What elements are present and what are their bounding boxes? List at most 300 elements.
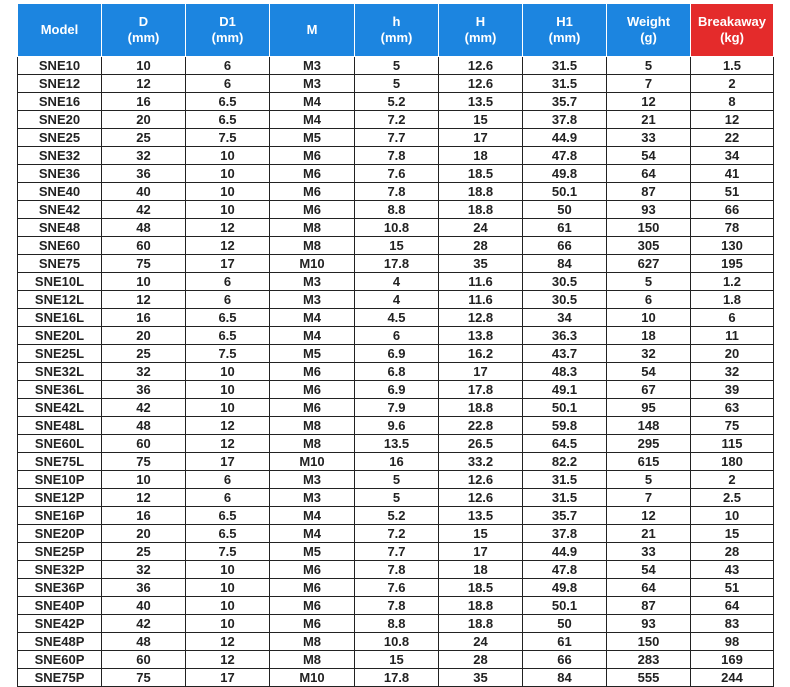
table-cell: M4 [270,111,355,129]
table-cell: M6 [270,183,355,201]
table-cell: 54 [607,363,691,381]
table-cell: 67 [607,381,691,399]
table-cell: 20 [102,525,186,543]
table-cell: 11.6 [439,291,523,309]
table-cell: SNE75P [18,669,102,687]
table-row [18,93,774,111]
table-cell: 48 [102,417,186,435]
table-cell: 84 [523,255,607,273]
table-cell: M3 [270,471,355,489]
table-cell: 10 [186,399,270,417]
table-cell: SNE32L [18,363,102,381]
table-row [18,75,774,93]
table-cell: 37.8 [523,111,607,129]
table-cell: M8 [270,219,355,237]
table-cell: 15 [439,111,523,129]
table-cell: 82.2 [523,453,607,471]
table-cell: 66 [691,201,774,219]
table-cell: 12.8 [439,309,523,327]
table-cell: 75 [102,669,186,687]
table-cell: 10 [186,147,270,165]
table-cell: 20 [102,111,186,129]
table-cell: SNE32P [18,561,102,579]
table-row [18,345,774,363]
table-cell: 20 [102,327,186,345]
table-cell: SNE75L [18,453,102,471]
table-cell: SNE36L [18,381,102,399]
table-row [18,399,774,417]
column-header-m [270,4,355,57]
table-cell: SNE12 [18,75,102,93]
table-cell: 84 [523,669,607,687]
table-cell: 30.5 [523,291,607,309]
table-cell: 6 [186,273,270,291]
table-cell: 32 [691,363,774,381]
table-cell: 295 [607,435,691,453]
table-row [18,57,774,75]
table-cell: 26.5 [439,435,523,453]
table-cell: 16 [102,93,186,111]
table-cell: 5 [607,471,691,489]
table-cell: M3 [270,291,355,309]
table-cell: SNE25 [18,129,102,147]
table-cell: 41 [691,165,774,183]
table-cell: 63 [691,399,774,417]
table-cell: 17 [439,543,523,561]
table-cell: SNE40 [18,183,102,201]
table-cell: 51 [691,183,774,201]
table-cell: 1.5 [691,57,774,75]
table-cell: 10 [186,615,270,633]
table-cell: 15 [355,651,439,669]
table-cell: SNE60L [18,435,102,453]
table-cell: 6.9 [355,345,439,363]
table-cell: 17.8 [355,669,439,687]
spec-table [17,3,774,687]
table-cell: 40 [102,183,186,201]
table-cell: 12 [186,651,270,669]
table-cell: M6 [270,399,355,417]
table-cell: 75 [691,417,774,435]
column-header-h1 [523,4,607,57]
table-cell: 150 [607,219,691,237]
table-cell: 11 [691,327,774,345]
table-cell: M10 [270,669,355,687]
table-cell: 64 [691,597,774,615]
table-cell: SNE42L [18,399,102,417]
table-cell: 59.8 [523,417,607,435]
table-cell: 7.6 [355,579,439,597]
table-row [18,435,774,453]
table-cell: 12 [102,291,186,309]
table-cell: 15 [691,525,774,543]
table-cell: 10 [186,381,270,399]
table-cell: 12 [186,237,270,255]
table-row [18,237,774,255]
table-cell: 34 [691,147,774,165]
table-cell: SNE12L [18,291,102,309]
table-cell: 17 [439,363,523,381]
table-cell: M6 [270,615,355,633]
table-cell: 6 [186,57,270,75]
table-cell: 12 [186,633,270,651]
table-cell: 16.2 [439,345,523,363]
table-row [18,543,774,561]
table-cell: M4 [270,327,355,345]
table-cell: 35.7 [523,507,607,525]
table-row [18,165,774,183]
table-cell: SNE40P [18,597,102,615]
table-cell: 21 [607,111,691,129]
table-cell: 32 [102,147,186,165]
table-cell: 6 [691,309,774,327]
table-cell: 35 [439,255,523,273]
table-cell: 18.8 [439,597,523,615]
table-cell: 13.5 [439,93,523,111]
table-cell: 31.5 [523,471,607,489]
table-cell: 17.8 [439,381,523,399]
table-cell: 7.6 [355,165,439,183]
table-cell: 25 [102,543,186,561]
table-cell: 75 [102,453,186,471]
table-cell: SNE20L [18,327,102,345]
table-row [18,291,774,309]
table-cell: 169 [691,651,774,669]
table-cell: 24 [439,633,523,651]
table-cell: M3 [270,489,355,507]
table-cell: M8 [270,633,355,651]
table-cell: M6 [270,381,355,399]
table-cell: 13.5 [439,507,523,525]
table-cell: 50.1 [523,597,607,615]
table-row [18,579,774,597]
table-row [18,327,774,345]
table-cell: 6 [186,471,270,489]
table-cell: 15 [355,237,439,255]
table-cell: 8 [691,93,774,111]
table-cell: 18.8 [439,399,523,417]
table-cell: M4 [270,507,355,525]
table-cell: 18 [439,147,523,165]
table-cell: 18.8 [439,183,523,201]
table-cell: 33.2 [439,453,523,471]
column-label: D1 [219,14,236,29]
table-cell: 51 [691,579,774,597]
table-row [18,219,774,237]
table-cell: 7.7 [355,129,439,147]
table-cell: 1.8 [691,291,774,309]
table-row [18,381,774,399]
table-cell: 7.8 [355,183,439,201]
table-cell: 7.2 [355,111,439,129]
table-cell: 18.5 [439,579,523,597]
table-cell: 180 [691,453,774,471]
table-row [18,453,774,471]
table-cell: 61 [523,219,607,237]
table-cell: 93 [607,615,691,633]
table-cell: 615 [607,453,691,471]
table-cell: 6 [186,75,270,93]
table-cell: 33 [607,129,691,147]
table-cell: 54 [607,561,691,579]
table-cell: SNE60P [18,651,102,669]
table-row [18,255,774,273]
table-cell: 66 [523,237,607,255]
table-body [18,57,774,687]
column-unit: (g) [640,30,657,45]
table-cell: 5.2 [355,93,439,111]
table-cell: 15 [439,525,523,543]
table-cell: SNE20P [18,525,102,543]
table-cell: SNE10P [18,471,102,489]
table-cell: 20 [691,345,774,363]
column-unit: (mm) [127,30,160,45]
table-cell: M8 [270,651,355,669]
table-row [18,471,774,489]
table-cell: 35.7 [523,93,607,111]
table-cell: 12 [186,435,270,453]
table-cell: 32 [102,561,186,579]
table-cell: 10.8 [355,633,439,651]
table-row [18,489,774,507]
table-cell: 6 [355,327,439,345]
table-cell: 10 [186,579,270,597]
table-cell: 10 [691,507,774,525]
table-cell: M6 [270,147,355,165]
table-cell: SNE42P [18,615,102,633]
table-cell: SNE10L [18,273,102,291]
table-cell: 22.8 [439,417,523,435]
header-row [18,4,774,57]
table-cell: SNE32 [18,147,102,165]
table-cell: 7.8 [355,561,439,579]
table-cell: M4 [270,93,355,111]
table-cell: 12.6 [439,57,523,75]
table-row [18,129,774,147]
table-cell: 31.5 [523,57,607,75]
table-cell: 22 [691,129,774,147]
table-cell: 47.8 [523,147,607,165]
table-cell: SNE16P [18,507,102,525]
table-row [18,183,774,201]
column-label: H1 [556,14,573,29]
table-cell: 150 [607,633,691,651]
table-cell: 25 [102,129,186,147]
table-cell: 7.8 [355,147,439,165]
column-unit: (mm) [548,30,581,45]
table-cell: 10 [186,201,270,219]
table-cell: 12 [186,417,270,435]
table-cell: M4 [270,309,355,327]
table-cell: 18.8 [439,201,523,219]
table-cell: 148 [607,417,691,435]
table-cell: M6 [270,201,355,219]
table-cell: 18.5 [439,165,523,183]
table-cell: 47.8 [523,561,607,579]
column-unit: (mm) [211,30,244,45]
table-cell: 4 [355,273,439,291]
table-cell: 61 [523,633,607,651]
table-cell: 28 [439,237,523,255]
table-cell: 6.9 [355,381,439,399]
table-cell: 36 [102,165,186,183]
table-cell: 44.9 [523,129,607,147]
table-cell: 5 [607,57,691,75]
table-cell: 39 [691,381,774,399]
table-cell: 36 [102,579,186,597]
table-cell: 12.6 [439,75,523,93]
table-cell: 30.5 [523,273,607,291]
column-header-h [439,4,523,57]
table-cell: 87 [607,597,691,615]
table-cell: 42 [102,615,186,633]
table-cell: 64 [607,579,691,597]
table-cell: 115 [691,435,774,453]
table-cell: 10 [186,597,270,615]
table-cell: 7.5 [186,345,270,363]
table-row [18,561,774,579]
table-row [18,273,774,291]
table-cell: 43.7 [523,345,607,363]
table-row [18,309,774,327]
table-cell: SNE42 [18,201,102,219]
column-unit: (mm) [380,30,413,45]
table-cell: SNE48L [18,417,102,435]
table-cell: 10 [102,471,186,489]
table-cell: 32 [102,363,186,381]
table-cell: SNE12P [18,489,102,507]
table-cell: 555 [607,669,691,687]
table-cell: 33 [607,543,691,561]
table-row [18,201,774,219]
table-cell: 283 [607,651,691,669]
table-cell: 17.8 [355,255,439,273]
table-cell: M10 [270,453,355,471]
table-cell: 305 [607,237,691,255]
table-cell: 10.8 [355,219,439,237]
table-cell: 43 [691,561,774,579]
table-cell: 6.5 [186,327,270,345]
table-cell: 28 [439,651,523,669]
table-cell: 17 [186,255,270,273]
table-cell: 6.5 [186,111,270,129]
table-cell: 95 [607,399,691,417]
table-row [18,417,774,435]
table-cell: 10 [102,57,186,75]
table-cell: 36.3 [523,327,607,345]
table-cell: 7.9 [355,399,439,417]
table-cell: SNE48 [18,219,102,237]
table-cell: SNE25L [18,345,102,363]
table-cell: 244 [691,669,774,687]
table-cell: 64 [607,165,691,183]
table-cell: M6 [270,165,355,183]
table-cell: 13.8 [439,327,523,345]
table-cell: 6 [186,489,270,507]
table-cell: 4.5 [355,309,439,327]
table-cell: 34 [523,309,607,327]
table-cell: SNE48P [18,633,102,651]
table-cell: 93 [607,201,691,219]
table-cell: 6.5 [186,93,270,111]
table-cell: 6 [607,291,691,309]
table-cell: 37.8 [523,525,607,543]
table-cell: 32 [607,345,691,363]
table-cell: SNE36P [18,579,102,597]
table-cell: SNE25P [18,543,102,561]
table-row [18,633,774,651]
column-label: H [475,14,486,29]
table-cell: 75 [102,255,186,273]
table-cell: 21 [607,525,691,543]
table-cell: 12 [691,111,774,129]
column-header-d [102,4,186,57]
table-cell: 36 [102,381,186,399]
table-cell: 49.1 [523,381,607,399]
table-cell: 17 [186,669,270,687]
table-cell: M6 [270,579,355,597]
column-label: D [138,14,149,29]
table-cell: 12 [607,93,691,111]
table-cell: 25 [102,345,186,363]
table-cell: 18.8 [439,615,523,633]
table-cell: 83 [691,615,774,633]
column-header-h [355,4,439,57]
table-cell: 49.8 [523,579,607,597]
table-cell: 10 [607,309,691,327]
table-cell: 98 [691,633,774,651]
table-cell: 7 [607,75,691,93]
table-cell: 4 [355,291,439,309]
column-label: h [392,14,401,29]
table-cell: 49.8 [523,165,607,183]
table-cell: 54 [607,147,691,165]
table-row [18,363,774,381]
table-cell: 48 [102,219,186,237]
table-cell: 44.9 [523,543,607,561]
table-cell: 31.5 [523,75,607,93]
table-cell: M10 [270,255,355,273]
table-cell: 50 [523,201,607,219]
table-cell: 42 [102,201,186,219]
table-cell: 13.5 [355,435,439,453]
table-cell: 5.2 [355,507,439,525]
table-cell: 5 [355,75,439,93]
table-cell: M4 [270,525,355,543]
table-cell: 130 [691,237,774,255]
table-cell: 8.8 [355,201,439,219]
table-cell: 42 [102,399,186,417]
table-row [18,615,774,633]
table-cell: M6 [270,363,355,381]
table-cell: 12.6 [439,471,523,489]
table-cell: 40 [102,597,186,615]
table-cell: M5 [270,345,355,363]
column-header-weight [607,4,691,57]
table-cell: 87 [607,183,691,201]
table-cell: SNE60 [18,237,102,255]
table-cell: 7.7 [355,543,439,561]
column-header-model [18,4,102,57]
column-unit: (mm) [464,30,497,45]
table-cell: 60 [102,651,186,669]
table-cell: 195 [691,255,774,273]
table-cell: 24 [439,219,523,237]
column-header-d1 [186,4,270,57]
table-cell: 7 [607,489,691,507]
table-row [18,525,774,543]
table-cell: 10 [186,363,270,381]
